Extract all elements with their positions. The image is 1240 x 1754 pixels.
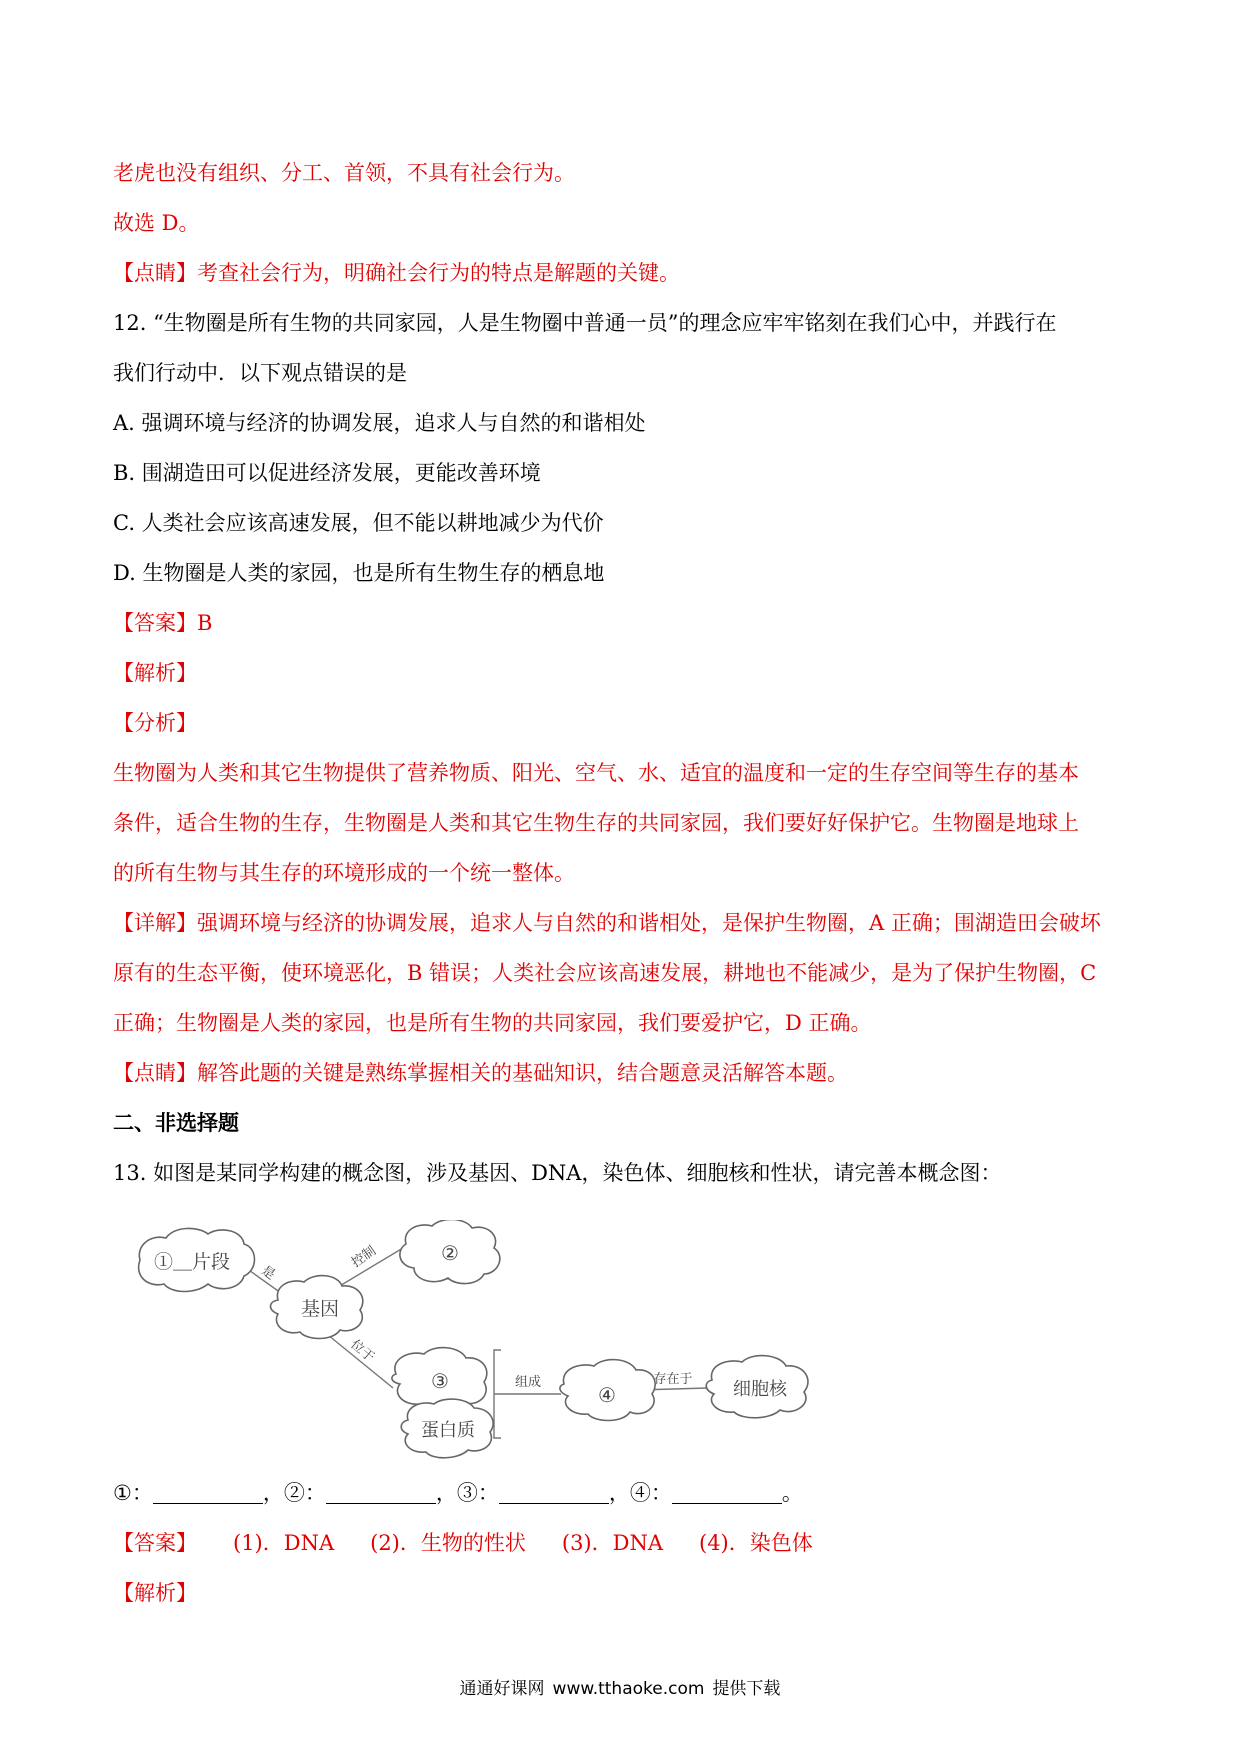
footer-site: 通通好课网 [459,1679,545,1699]
answer-tag: 【答案】 [113,611,197,635]
answer-part-4: (4)．染色体 [699,1531,813,1555]
section-heading: 二、非选择题 [113,1110,239,1135]
node-2 [400,1220,500,1284]
node-label: ③ [431,1369,449,1393]
note-tag: 【点睛】 [113,1061,197,1085]
q12-fenxi-line: 的所有生物与其生存的环境形成的一个统一整体。 [113,861,575,885]
blank-label: ，④： [608,1481,672,1505]
blank-end: 。 [781,1481,803,1505]
link-label: 组成 [514,1375,542,1390]
q12-detail-line [113,908,1101,938]
node-label: 基因 [300,1298,340,1320]
answer-blank-1[interactable] [153,1481,263,1504]
q13-analysis-tag: 【解析】 [113,1581,197,1605]
footer-url[interactable]: www.tthaoke.com [552,1679,705,1699]
q12-option-c: C. 人类社会应该高速发展，但不能以耕地减少为代价 [113,511,604,535]
answer-part-1: (1)．DNA [233,1531,335,1555]
concept-map-diagram [128,1220,828,1460]
text-line: 老虎也没有组织、分工、首领，不具有社会行为。 [113,161,575,185]
note-line [113,258,680,288]
answer-blank-2[interactable] [326,1481,436,1504]
link-label: 存在于 [653,1372,693,1387]
q13-blanks [113,1478,803,1508]
blank-label: ，③： [435,1481,499,1505]
q12-fenxi-line: 条件，适合生物的生存，生物圈是人类和其它生物生存的共同家园，我们要好好保护它。生物圈是地球上 [113,811,1079,835]
detail-tag: 【详解】 [113,911,197,935]
q13-answer [113,1528,813,1558]
footer-note: 提供下载 [712,1679,781,1699]
node-dna-fragment [139,1228,255,1291]
q12-fenxi-tag: 【分析】 [113,711,197,735]
blank-label: ①： [113,1481,153,1505]
blank-label: ，②： [262,1481,326,1505]
q12-analysis-tag: 【解析】 [113,661,197,685]
answer-blank-3[interactable] [499,1481,609,1504]
text-line: 故选 D。 [113,211,200,235]
node-protein [401,1399,493,1458]
q12-fenxi-line: 生物圈为人类和其它生物提供了营养物质、阳光、空气、水、适宜的温度和一定的生存空间等生存的基本 [113,761,1079,785]
node-label: ② [441,1241,459,1265]
q12-detail-line: 正确；生物圈是人类的家园，也是所有生物的共同家园，我们要爱护它，D 正确。 [113,1011,872,1035]
link-label: 控制 [349,1243,379,1271]
q12-option-d: D. 生物圈是人类的家园，也是所有生物生存的栖息地 [113,561,605,585]
q12-stem-line1: 12. “生物圈是所有生物的共同家园，人是生物圈中普通一员”的理念应牢牢铭刻在我们心中，并践行在 [113,311,1057,335]
note-text: 解答此题的关键是熟练掌握相关的基础知识，结合题意灵活解答本题。 [197,1061,848,1085]
q12-option-b: B. 围湖造田可以促进经济发展，更能改善环境 [113,461,541,485]
node-nucleus [706,1356,808,1418]
q12-detail-line: 原有的生态平衡，使环境恶化，B 错误；人类社会应该高速发展，耕地也不能减少，是为了保护生物圈，C [113,961,1097,985]
node-label: 细胞核 [733,1379,787,1400]
node-gene [271,1276,363,1339]
node-label: ①＿片段 [153,1251,231,1273]
q12-option-a: A. 强调环境与经济的协调发展，追求人与自然的和谐相处 [113,411,646,435]
answer-part-3: (3)．DNA [561,1531,663,1555]
page-footer [0,1674,1240,1699]
answer-value: B [197,611,213,635]
note-text: 考查社会行为，明确社会行为的特点是解题的关键。 [197,261,680,285]
q13-stem: 13. 如图是某同学构建的概念图，涉及基因、DNA，染色体、细胞核和性状，请完善本概念图： [113,1161,1002,1185]
answer-blank-4[interactable] [672,1481,782,1504]
answer-part-2: (2)．生物的性状 [370,1531,526,1555]
note-tag: 【点睛】 [113,261,197,285]
link-label: 是 [258,1263,278,1284]
node-label: ④ [598,1383,616,1407]
q12-note-line [113,1058,848,1088]
answer-tag: 【答案】 [113,1531,197,1555]
node-label: 蛋白质 [421,1420,475,1441]
q12-stem-line2: 我们行动中．以下观点错误的是 [113,361,407,385]
detail-text: 强调环境与经济的协调发展，追求人与自然的和谐相处，是保护生物圈，A 正确；围湖造田会破坏 [197,911,1101,935]
link-label: 位于 [347,1337,378,1366]
node-4 [560,1360,655,1421]
q12-answer [113,608,212,638]
